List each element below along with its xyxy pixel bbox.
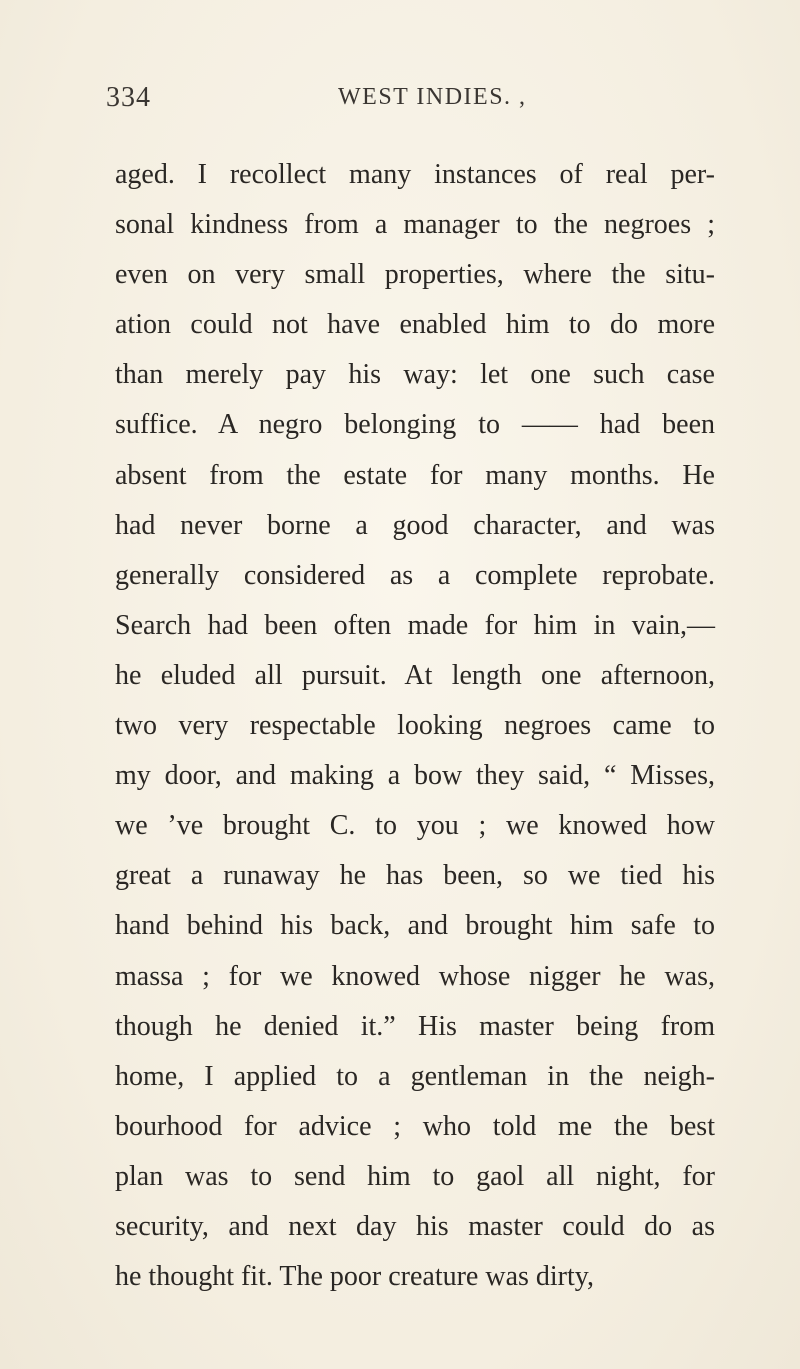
text-line: suffice. A negro belonging to —— had been <box>115 409 715 441</box>
text-line: bourhood for advice ; who told me the best <box>115 1110 715 1142</box>
text-line: home, I applied to a gentleman in the neigh- <box>115 1060 715 1092</box>
body-text <box>115 150 715 1302</box>
text-line: we ’ve brought C. to you ; we knowed how <box>115 810 715 842</box>
text-line: sonal kindness from a manager to the negroes ; <box>115 209 715 241</box>
text-line: my door, and making a bow they said, “ Misses, <box>115 760 715 792</box>
text-line: plan was to send him to gaol all night, for <box>115 1160 715 1192</box>
text-line: he thought fit. The poor creature was dirty, <box>115 1261 594 1293</box>
text-line: Search had been often made for him in vain,— <box>115 609 715 641</box>
text-line: aged. I recollect many instances of real per- <box>115 159 715 190</box>
text-line: absent from the estate for many months. He <box>115 459 715 491</box>
text-line: generally considered as a complete reprobate. <box>115 559 715 591</box>
text-line: great a runaway he has been, so we tied his <box>115 860 715 892</box>
text-line: security, and next day his master could do as <box>115 1210 715 1242</box>
running-head: WEST INDIES. , <box>338 84 527 110</box>
page-number: 334 <box>106 82 151 113</box>
text-line: massa ; for we knowed whose nigger he was, <box>115 960 715 992</box>
text-line: even on very small properties, where the situ- <box>115 259 715 291</box>
text-line: than merely pay his way: let one such case <box>115 359 715 391</box>
text-line: had never borne a good character, and was <box>115 509 715 541</box>
text-line: hand behind his back, and brought him safe to <box>115 910 715 942</box>
text-line: ation could not have enabled him to do more <box>115 309 715 341</box>
text-line: two very respectable looking negroes came to <box>115 710 715 742</box>
text-line: he eluded all pursuit. At length one afternoon, <box>115 659 715 691</box>
page-header <box>106 82 706 122</box>
text-line: though he denied it.” His master being from <box>115 1010 715 1042</box>
